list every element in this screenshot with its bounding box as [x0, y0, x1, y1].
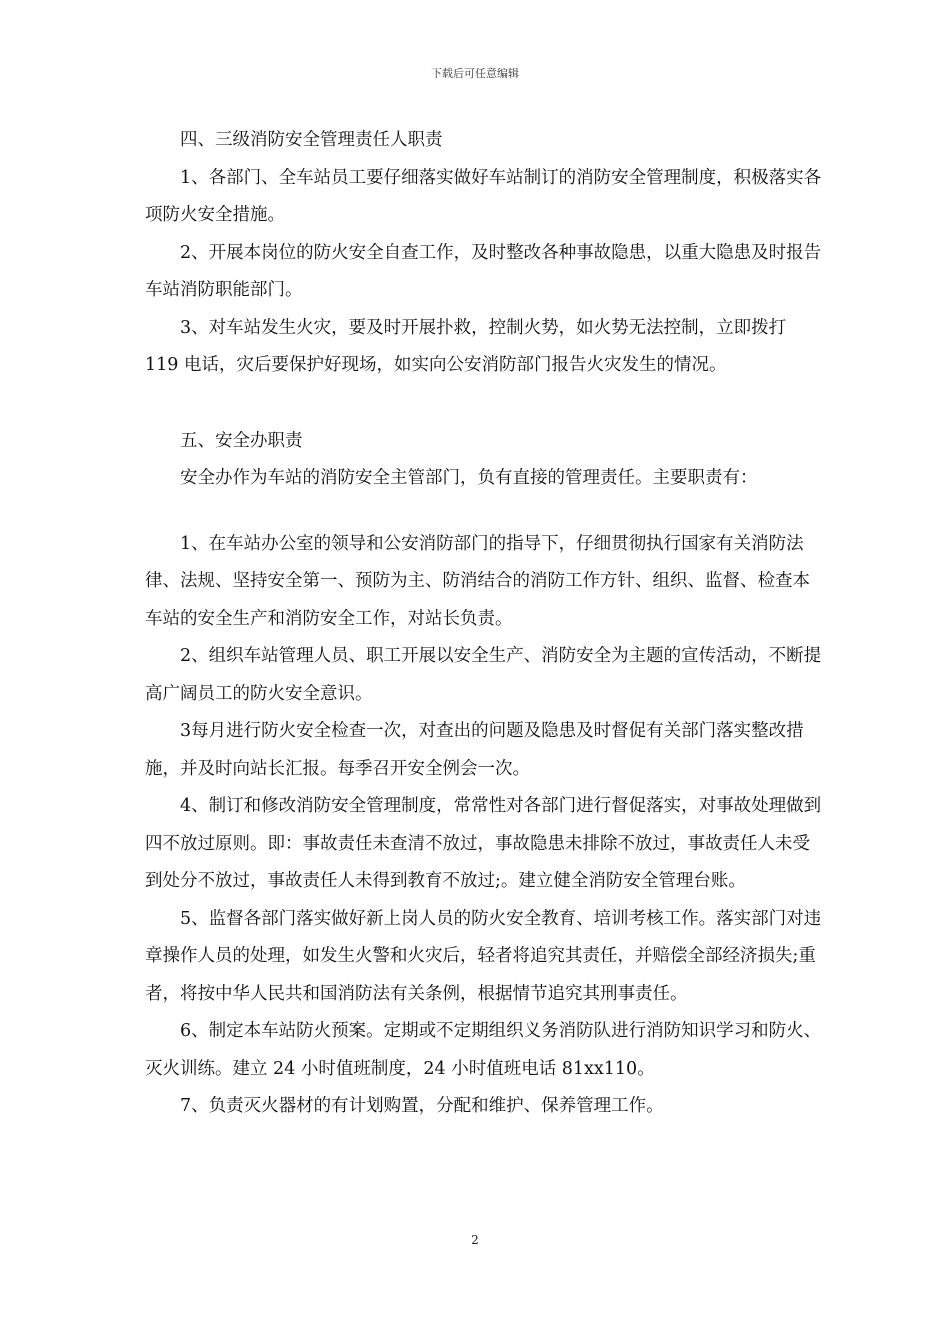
- section-5-item-7: 7、负责灭火器材的有计划购置，分配和维护、保养管理工作。: [180, 1096, 664, 1116]
- section-5-item-2: 2、组织车站管理人员、职工开展以安全生产、消防安全为主题的宣传活动，不断提高广阔员工的防火安全意识。: [145, 646, 822, 704]
- section-4-item-2: 2、开展本岗位的防火安全自查工作，及时整改各种事故隐患，以重大隐患及时报告车站消防职能部门。: [145, 242, 822, 300]
- intro-spacer: [145, 498, 825, 526]
- section-5-item-5: 5、监督各部门落实做好新上岗人员的防火安全教育、培训考核工作。落实部门对违章操作人员的处理，如发生火警和火灾后，轻者将追究其责任，并赔偿全部经济损失;重者，将按中华人民共和国消防法有关条例，根据情节追究其刑事责任。: [145, 908, 822, 1004]
- section-5-intro: 安全办作为车站的消防安全主管部门，负有直接的管理责任。主要职责有：: [180, 468, 758, 488]
- page-header: 下载后可任意编辑: [431, 67, 519, 80]
- document-body: [145, 122, 825, 1126]
- section-spacer: [145, 385, 825, 423]
- page-number: 2: [471, 1233, 479, 1247]
- section-5-heading: 五、安全办职责: [180, 430, 303, 451]
- section-5-item-1: 1、在车站办公室的领导和公安消防部门的指导下，仔细贯彻执行国家有关消防法律、法规、坚持安全第一、预防为主、防消结合的消防工作方针、组织、监督、检查本车站的安全生产和消防安全工作，对站长负责。: [145, 533, 810, 629]
- section-5-item-4: 4、制订和修改消防安全管理制度，常常性对各部门进行督促落实，对事故处理做到四不放过原则。即：事故责任未查清不放过，事故隐患未排除不放过，事故责任人未受到处分不放过，事故责任人未得到教育不放过;。建立健全消防安全管理台账。: [145, 796, 822, 891]
- section-5-item-3: 3每月进行防火安全检查一次，对查出的问题及隐患及时督促有关部门落实整改措施，并及时向站长汇报。每季召开安全例会一次。: [145, 721, 804, 779]
- section-4-item-3: 3、对车站发生火灾，要及时开展扑救，控制火势，如火势无法控制，立即拨打 119 电话，灾后要保护好现场，如实向公安消防部门报告火灾发生的情况。: [145, 317, 787, 375]
- section-4-item-1: 1、各部门、全车站员工要仔细落实做好车站制订的消防安全管理制度，积极落实各项防火安全措施。: [145, 167, 822, 225]
- section-5-item-6: 6、制定本车站防火预案。定期或不定期组织义务消防队进行消防知识学习和防火、灭火训练。建立 24 小时值班制度，24 小时值班电话 81xx110。: [145, 1021, 822, 1079]
- section-4-heading: 四、三级消防安全管理责任人职责: [180, 130, 443, 150]
